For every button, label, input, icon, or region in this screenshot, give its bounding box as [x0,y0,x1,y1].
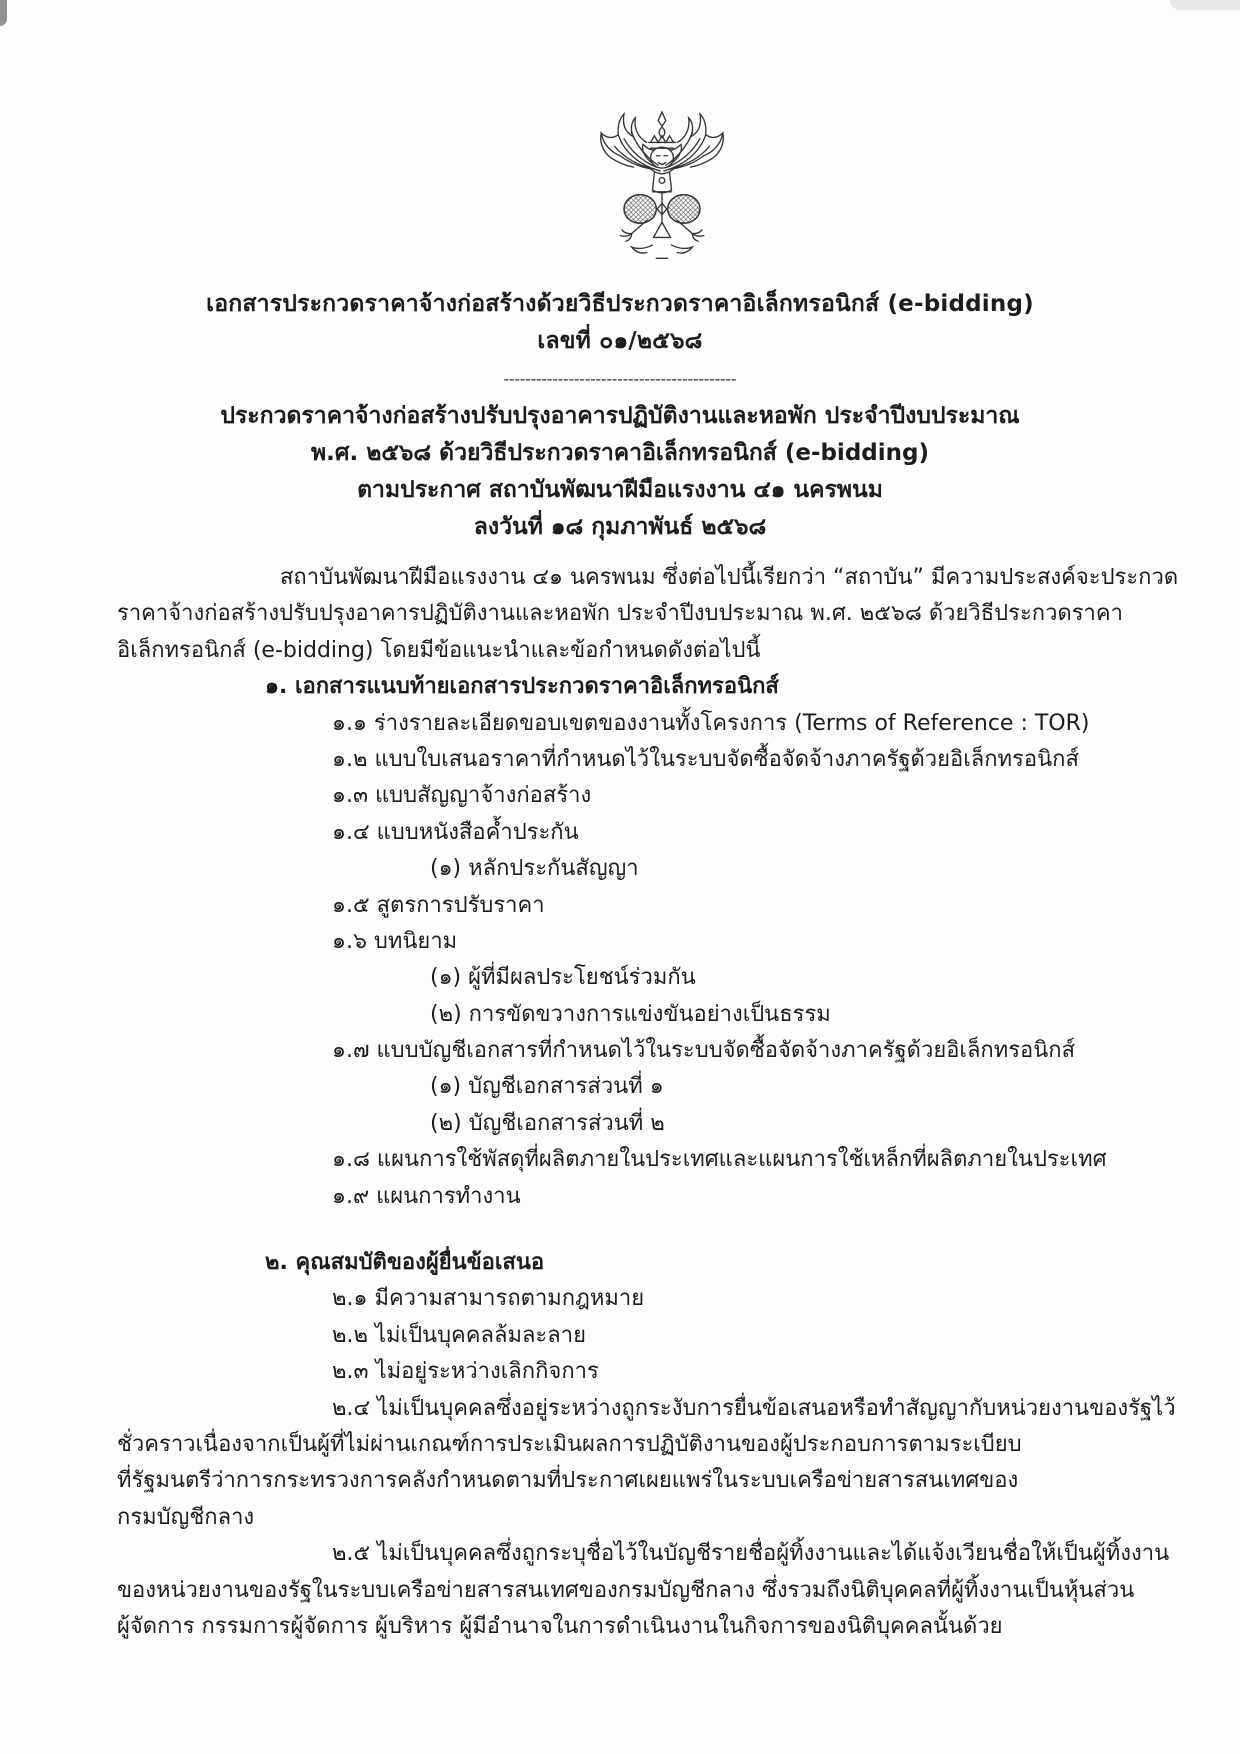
document-line [117,1215,1160,1245]
scan-artifact-top-right [1170,0,1240,10]
document-line: (๑) ผู้ที่มีผลประโยชน์ร่วมกัน [430,965,696,991]
document-title: เอกสารประกวดราคาจ้างก่อสร้างด้วยวิธีประกวดราคาอิเล็กทรอนิกส์ (e-bidding) [206,291,1034,317]
project-title-line-1: ประกวดราคาจ้างก่อสร้างปรับปรุงอาคารปฏิบัติงานและหอพัก ประจำปีงบประมาณ [220,403,1020,429]
document-line: ๒.๒ ไม่เป็นบุคคลล้มละลาย [332,1322,586,1348]
garuda-emblem-icon [0,0,1240,272]
document-line: ๑.๕ สูตรการปรับราคา [332,892,545,918]
document-line: อิเล็กทรอนิกส์ (e-bidding) โดยมีข้อแนะนำและข้อกำหนดดังต่อไปนี้ [117,637,761,663]
document-line: ๑. เอกสารแนบท้ายเอกสารประกวดราคาอิเล็กทรอนิกส์ [265,674,779,700]
document-line: ๑.๘ แผนการใช้พัสดุที่ผลิตภายในประเทศและแผนการใช้เหล็กที่ผลิตภายในประเทศ [332,1147,1107,1173]
project-title-block [0,398,1240,546]
document-line: กรมบัญชีกลาง [117,1504,255,1530]
document-line: ๑.๒ แบบใบเสนอราคาที่กำหนดไว้ในระบบจัดซื้อจัดจ้างภาครัฐด้วยอิเล็กทรอนิกส์ [332,746,1079,772]
document-line: (๑) หลักประกันสัญญา [430,856,639,882]
document-line: (๒) บัญชีเอกสารส่วนที่ ๒ [430,1110,665,1136]
document-line: ๑.๙ แผนการทำงาน [332,1183,521,1209]
document-line: ชั่วคราวเนื่องจากเป็นผู้ที่ไม่ผ่านเกณฑ์การประเมินผลการปฏิบัติงานของผู้ประกอบการตามระเบียบ [117,1431,1022,1457]
document-line: ๒.๑ มีความสามารถตามกฎหมาย [332,1286,645,1312]
document-line: (๑) บัญชีเอกสารส่วนที่ ๑ [430,1074,664,1100]
document-line: ของหน่วยงานของรัฐในระบบเครือข่ายสารสนเทศของกรมบัญชีกลาง ซึ่งรวมถึงนิติบุคคลที่ผู้ทิ้งงานเป็นหุ้นส่วน [117,1577,1135,1603]
document-line: ที่รัฐมนตรีว่าการกระทรวงการคลังกำหนดตามที่ประกาศเผยแพร่ในระบบเครือข่ายสารสนเทศของ [117,1468,1019,1494]
separator-line: ------------------------------------------- [503,370,737,388]
document-line: (๒) การขัดขวางการแข่งขันอย่างเป็นธรรม [430,1001,831,1027]
document-line: ราคาจ้างก่อสร้างปรับปรุงอาคารปฏิบัติงานและหอพัก ประจำปีงบประมาณ พ.ศ. ๒๕๖๘ ด้วยวิธีประกวดราคา [117,601,1123,627]
document-line: ๑.๔ แบบหนังสือค้ำประกัน [332,819,579,845]
document-header [0,0,1240,546]
document-line: ๑.๓ แบบสัญญาจ้างก่อสร้าง [332,783,592,809]
document-line: ผู้จัดการ กรรมการผู้จัดการ ผู้บริหาร ผู้มีอำนาจในการดำเนินงานในกิจการของนิติบุคคลนั้นด้วย [117,1613,1003,1639]
scan-artifact-top-left [0,0,7,26]
document-line: ๒.๕ ไม่เป็นบุคคลซึ่งถูกระบุชื่อไว้ในบัญชีรายชื่อผู้ทิ้งงานและได้แจ้งเวียนชื่อให้เป็นผู้ทิ้งงาน [332,1541,1170,1567]
project-title-line-2: พ.ศ. ๒๕๖๘ ด้วยวิธีประกวดราคาอิเล็กทรอนิกส์ (e-bidding) [311,440,929,466]
project-title-line-4: ลงวันที่ ๑๘ กุมภาพันธ์ ๒๕๖๘ [473,514,767,540]
document-line: ๑.๖ บทนิยาม [332,928,458,954]
document-line: ๒.๓ ไม่อยู่ระหว่างเลิกกิจการ [332,1359,599,1385]
document-line: ๑.๑ ร่างรายละเอียดขอบเขตของงานทั้งโครงการ (Terms of Reference : TOR) [332,710,1090,736]
document-line: ๒. คุณสมบัติของผู้ยื่นข้อเสนอ [265,1250,545,1276]
document-line: สถาบันพัฒนาฝีมือแรงงาน ๔๑ นครพนม ซึ่งต่อไปนี้เรียกว่า “สถาบัน” มีความประสงค์จะประกวด [280,565,1179,590]
project-title-line-3: ตามประกาศ สถาบันพัฒนาฝีมือแรงงาน ๔๑ นครพนม [357,477,883,503]
document-line: ๑.๗ แบบบัญชีเอกสารที่กำหนดไว้ในระบบจัดซื้อจัดจ้างภาครัฐด้วยอิเล็กทรอนิกส์ [332,1038,1076,1064]
document-line: ๒.๔ ไม่เป็นบุคคลซึ่งอยู่ระหว่างถูกระงับการยื่นข้อเสนอหรือทำสัญญากับหน่วยงานของรัฐไว้ [332,1395,1176,1421]
document-body [0,560,1240,1645]
document-number: เลขที่ ๐๑/๒๕๖๘ [537,328,703,354]
